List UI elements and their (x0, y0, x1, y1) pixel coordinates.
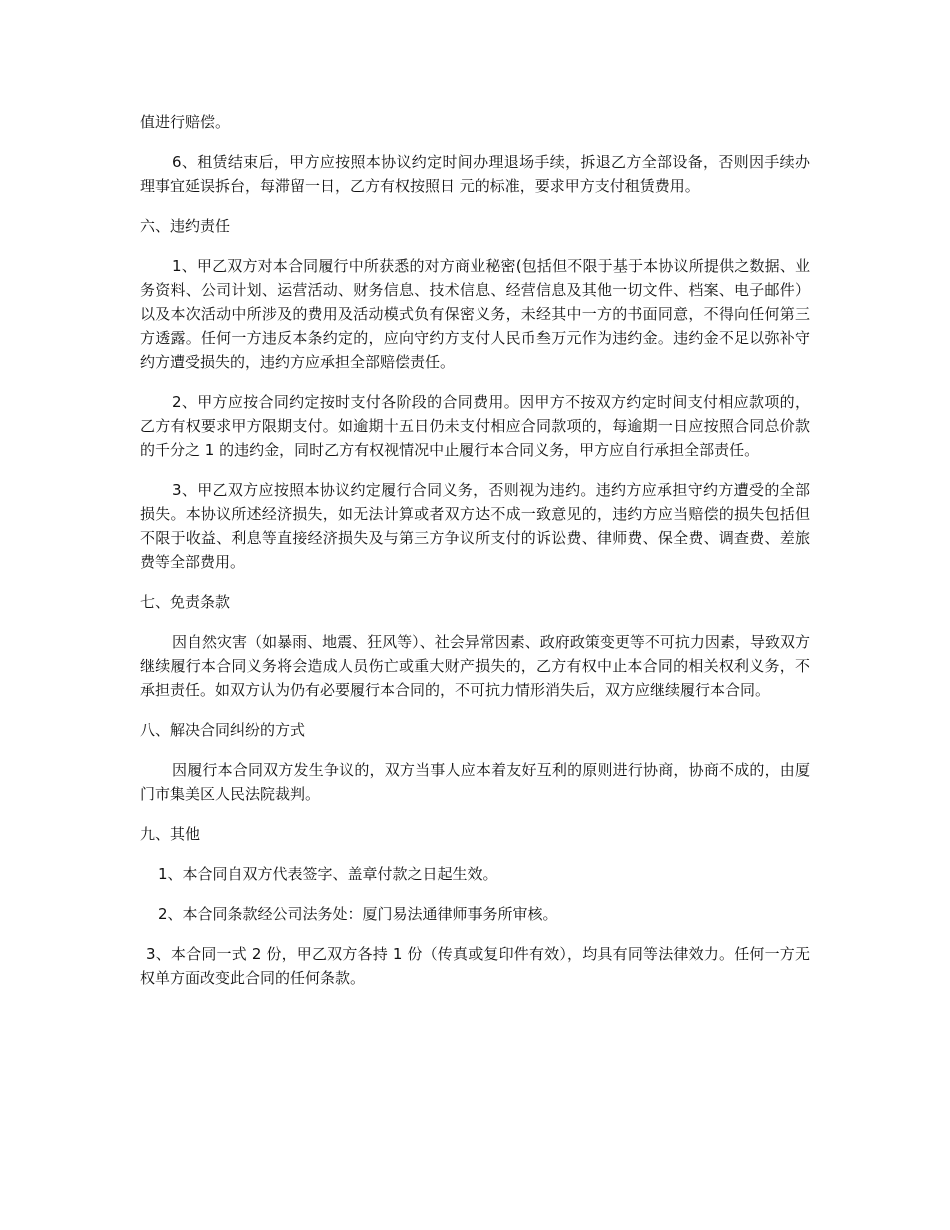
section-heading-exemption: 七、免责条款 (140, 593, 231, 611)
section-heading-other: 九、其他 (140, 825, 201, 843)
paragraph-other-2: 2、本合同条款经公司法务处：厦门易法通律师事务所审核。 (158, 905, 558, 923)
paragraph-liability-1: 1、甲乙双方对本合同履行中所获悉的对方商业秘密(包括但不限于基于本协议所提供之数据、业务资料、公司计划、运营活动、财务信息、技术信息、经营信息及其他一切文件、档案、电子邮件）以及本次活动中所涉及的费用及活动模式负有保密义务，未经其中一方的书面同意，不得向任何第三方透露。任何一方违反本条约定的，应向守约方支付人民币叁万元作为违约金。违约金不足以弥补守约方遭受损失的，违约方应承担全部赔偿责任。 (140, 257, 810, 371)
paragraph-liability-2: 2、甲方应按合同约定按时支付各阶段的合同费用。因甲方不按双方约定时间支付相应款项的，乙方有权要求甲方限期支付。如逾期十五日仍未支付相应合同款项的，每逾期一日应按照合同总价款的千分之 1 的违约金，同时乙方有权视情况中止履行本合同义务，甲方应自行承担全部责任。 (140, 393, 810, 459)
section-heading-liability: 六、违约责任 (140, 217, 231, 235)
contract-page (140, 110, 810, 1006)
paragraph-dispute: 因履行本合同双方发生争议的，双方当事人应本着友好互利的原则进行协商，协商不成的，由厦门市集美区人民法院裁判。 (140, 761, 810, 803)
paragraph-other-3: 3、本合同一式 2 份，甲乙双方各持 1 份（传真或复印件有效），均具有同等法律效力。任何一方无权单方面改变此合同的任何条款。 (140, 945, 810, 987)
paragraph-other-1: 1、本合同自双方代表签字、盖章付款之日起生效。 (158, 865, 498, 883)
paragraph-liability-3: 3、甲乙双方应按照本协议约定履行合同义务，否则视为违约。违约方应承担守约方遭受的全部损失。本协议所述经济损失，如无法计算或者双方达不成一致意见的，违约方应当赔偿的损失包括但不限于收益、利息等直接经济损失及与第三方争议所支付的诉讼费、律师费、保全费、调查费、差旅费等全部费用。 (140, 481, 810, 571)
paragraph-exemption: 因自然灾害（如暴雨、地震、狂风等）、社会异常因素、政府政策变更等不可抗力因素，导致双方继续履行本合同义务将会造成人员伤亡或重大财产损失的，乙方有权中止本合同的相关权利义务，不承担责任。如双方认为仍有必要履行本合同的，不可抗力情形消失后，双方应继续履行本合同。 (140, 633, 810, 699)
paragraph-clause-6: 6、租赁结束后，甲方应按照本协议约定时间办理退场手续，拆退乙方全部设备，否则因手续办理事宜延误拆台，每滞留一日，乙方有权按照日 元的标准，要求甲方支付租赁费用。 (140, 153, 810, 195)
paragraph-intro: 值进行赔偿。 (140, 113, 231, 131)
section-heading-dispute: 八、解决合同纠纷的方式 (140, 721, 306, 739)
